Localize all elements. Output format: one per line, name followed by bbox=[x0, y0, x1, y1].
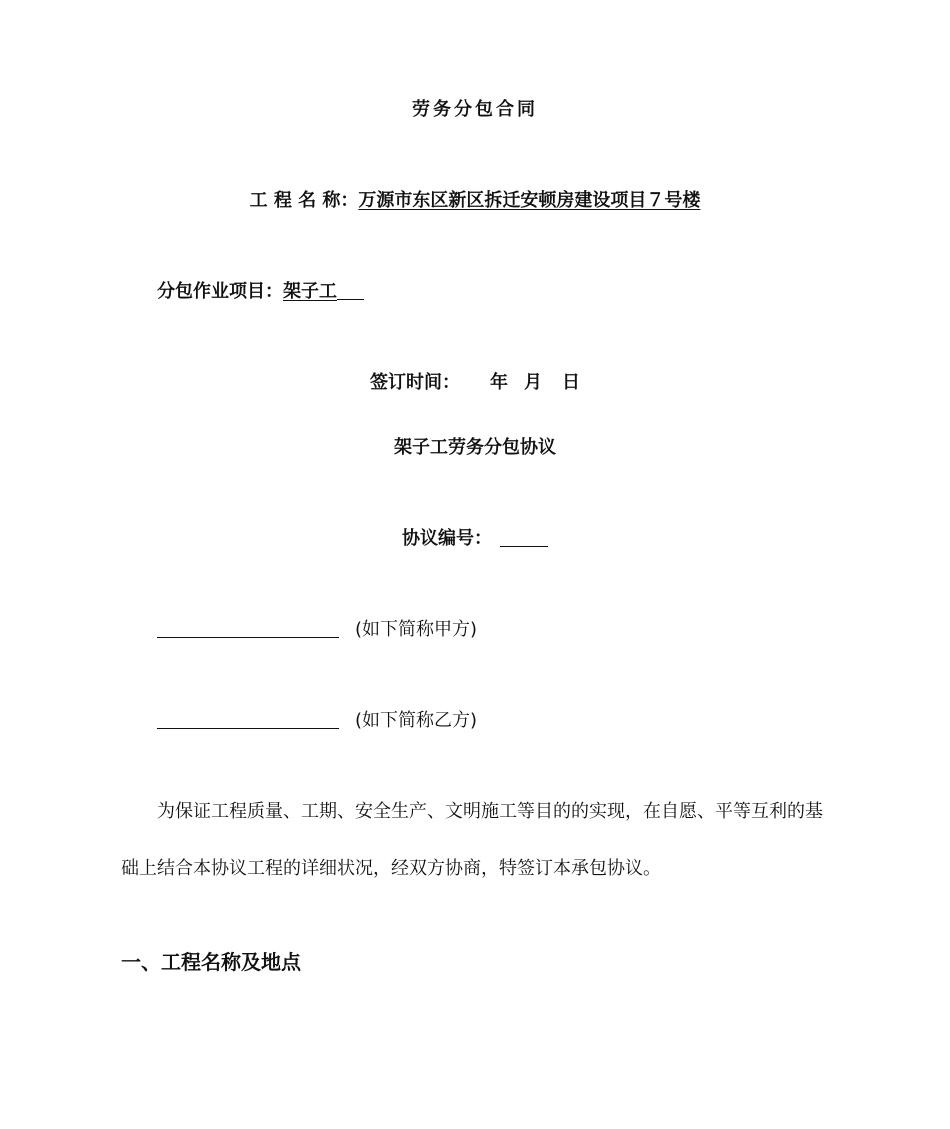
intro-paragraph-line2: 础上结合本协议工程的详细状况，经双方协商，特签订本承包协议。 bbox=[121, 858, 661, 879]
signing-date-label: 签订时间： bbox=[370, 372, 460, 393]
project-name-label: 工 程 名 称： bbox=[249, 190, 359, 211]
party-b-note: (如下简称乙方) bbox=[355, 710, 478, 731]
signing-date-day: 日 bbox=[562, 372, 580, 393]
signing-date-row bbox=[0, 371, 950, 395]
party-b-blank bbox=[157, 710, 339, 729]
subcontract-item-row bbox=[157, 280, 364, 304]
project-name-value: 万源市东区新区拆迁安顿房建设项目７号楼 bbox=[358, 190, 701, 211]
agreement-number-row bbox=[0, 527, 950, 551]
intro-paragraph-line1: 为保证工程质量、工期、安全生产、文明施工等目的的实现，在自愿、平等互利的基 bbox=[157, 801, 823, 822]
subcontract-item-blank bbox=[337, 281, 364, 300]
party-a-blank bbox=[157, 619, 339, 638]
agreement-number-label: 协议编号： bbox=[402, 528, 492, 549]
agreement-title: 架子工劳务分包协议 bbox=[394, 437, 556, 458]
subcontract-item-value: 架子工 bbox=[283, 281, 337, 302]
party-a-row bbox=[157, 618, 477, 642]
party-b-row bbox=[157, 709, 477, 733]
section1-heading: 一、工程名称及地点 bbox=[121, 950, 301, 974]
party-a-note: (如下简称甲方) bbox=[355, 619, 478, 640]
document-title: 劳务分包合同 bbox=[412, 99, 538, 120]
signing-date-month: 月 bbox=[524, 372, 542, 393]
signing-date-year: 年 bbox=[490, 372, 508, 393]
agreement-number-blank bbox=[500, 528, 548, 547]
project-name-row bbox=[0, 189, 950, 213]
subcontract-item-label: 分包作业项目： bbox=[157, 281, 283, 302]
